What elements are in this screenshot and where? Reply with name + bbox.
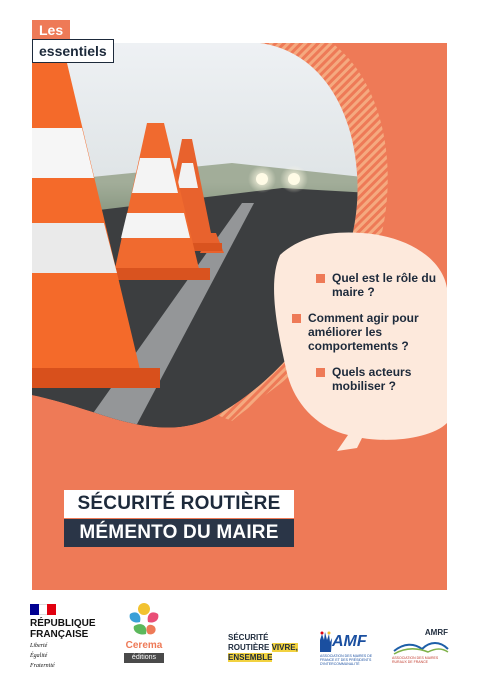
cerema-name: Cerema	[125, 640, 163, 651]
motto-liberte: Liberté	[30, 643, 48, 649]
sr-line-3	[228, 653, 308, 663]
collection-tag-essentiels: essentiels	[32, 39, 114, 63]
french-flag-icon	[30, 604, 56, 615]
bullet-square-icon	[316, 274, 325, 283]
question-text: Quel est le rôle du maire ?	[332, 271, 437, 299]
question-item	[316, 271, 446, 299]
question-list	[308, 271, 446, 405]
cerema-logo	[120, 600, 168, 664]
amrf-landscape-icon	[392, 637, 450, 655]
question-item	[316, 365, 446, 393]
amrf-name: AMRF	[424, 628, 448, 637]
bullet-square-icon	[292, 314, 301, 323]
title-line-1: SÉCURITÉ ROUTIÈRE	[64, 490, 294, 518]
question-text: Comment agir pour améliorer les comportements ?	[308, 311, 419, 353]
title-line-2: MÉMENTO DU MAIRE	[64, 519, 294, 547]
amrf-logo	[392, 628, 452, 666]
question-item	[292, 311, 446, 353]
cerema-subtitle: éditions	[124, 653, 164, 663]
securite-routiere-logo	[228, 633, 308, 663]
collection-tag-les: Les	[32, 20, 70, 40]
amf-subtitle: ASSOCIATION DES MAIRES DE FRANCE ET DES PRÉSIDENTS D'INTERCOMMUNALITÉ	[320, 654, 373, 666]
amf-logo	[314, 628, 376, 666]
sr-line-2-highlight: VIVRE,	[271, 643, 298, 652]
republique-name-line-1: RÉPUBLIQUE	[30, 618, 96, 629]
sr-line-1: SÉCURITÉ	[228, 633, 269, 642]
sr-line-3-highlight: ENSEMBLE	[228, 653, 273, 662]
motto-egalite: Égalité	[30, 653, 48, 659]
amf-name: AMF	[332, 633, 367, 650]
amrf-subtitle: ASSOCIATION DES MAIRES RURAUX DE FRANCE	[392, 656, 439, 664]
bullet-square-icon	[316, 368, 325, 377]
cerema-emblem-icon	[120, 600, 168, 640]
sr-line-2	[228, 643, 308, 653]
question-text: Quels acteurs mobiliser ?	[332, 365, 412, 393]
republique-francaise-logo	[30, 604, 100, 670]
motto-fraternite: Fraternité	[30, 663, 55, 669]
republique-name-line-2: FRANÇAISE	[30, 629, 89, 640]
sr-line-2-plain: ROUTIÈRE	[228, 643, 272, 652]
